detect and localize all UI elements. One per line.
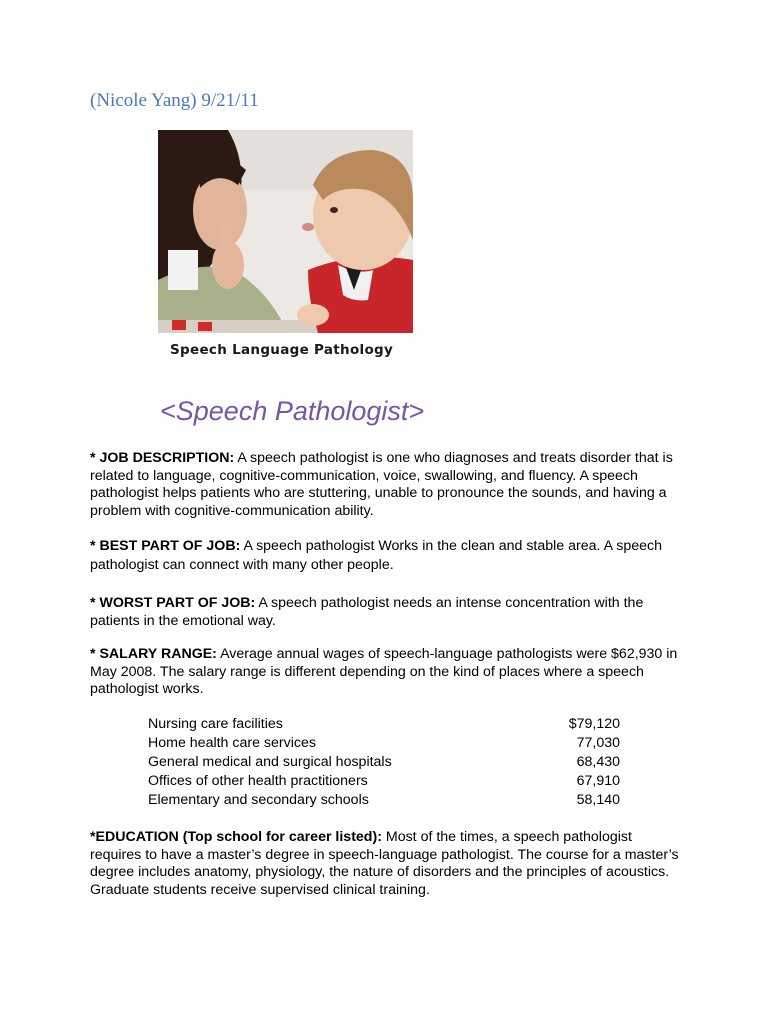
table-row (148, 773, 620, 792)
table-row (148, 792, 620, 811)
job-description-label: * JOB DESCRIPTION: (90, 450, 235, 466)
salary-place: Nursing care facilities (148, 716, 283, 732)
salary-place: Offices of other health practitioners (148, 773, 368, 789)
salary-amount: 67,910 (576, 773, 620, 789)
best-part-paragraph (90, 537, 680, 575)
salary-table (148, 716, 620, 811)
photo-illustration (158, 130, 413, 333)
salary-amount: 77,030 (576, 735, 620, 751)
salary-amount: 58,140 (576, 792, 620, 808)
salary-place: Home health care services (148, 735, 316, 751)
worst-part-paragraph (90, 595, 680, 630)
salary-range-paragraph (90, 646, 680, 699)
speech-therapy-photo (158, 130, 413, 333)
salary-range-label: * SALARY RANGE: (90, 646, 217, 662)
author-date-header: (Nicole Yang) 9/21/11 (90, 90, 259, 111)
document-title: <Speech Pathologist> (160, 396, 425, 426)
job-description-text: A speech pathologist is one who diagnoses and treats disorder that is related to language, cognitive-communication, voice, swallowing, and fluency. A speech pathologist helps patients who are stuttering, unable to pronounce the sounds, and having a problem with cognitive-communication ability. (90, 450, 673, 519)
salary-amount: 68,430 (576, 754, 620, 770)
table-row (148, 716, 620, 735)
education-paragraph (90, 829, 680, 899)
job-description-paragraph (90, 450, 680, 520)
worst-part-text: A speech pathologist needs an intense concentration with the patients in the emotional way. (90, 595, 644, 629)
education-text: Most of the times, a speech pathologist requires to have a master’s degree in speech-language pathologist. The course for a master’s degree includes anatomy, physiology, the nature of disorders and the principles of acoustics. Graduate students receive supervised clinical training. (90, 829, 679, 898)
best-part-text: A speech pathologist Works in the clean and stable area. A speech pathologist can connect with many other people. (90, 538, 662, 573)
worst-part-label: * WORST PART OF JOB: (90, 595, 256, 611)
table-row (148, 735, 620, 754)
salary-place: Elementary and secondary schools (148, 792, 369, 808)
best-part-label: * BEST PART OF JOB: (90, 538, 241, 554)
salary-amount: $79,120 (568, 716, 620, 732)
education-label: *EDUCATION (Top school for career listed): (90, 829, 382, 845)
table-row (148, 754, 620, 773)
photo-caption: Speech Language Pathology (170, 342, 394, 358)
salary-place: General medical and surgical hospitals (148, 754, 392, 770)
salary-range-text: Average annual wages of speech-language pathologists were $62,930 in May 2008. The salary range is different depending on the kind of places where a speech pathologist works. (90, 646, 678, 697)
